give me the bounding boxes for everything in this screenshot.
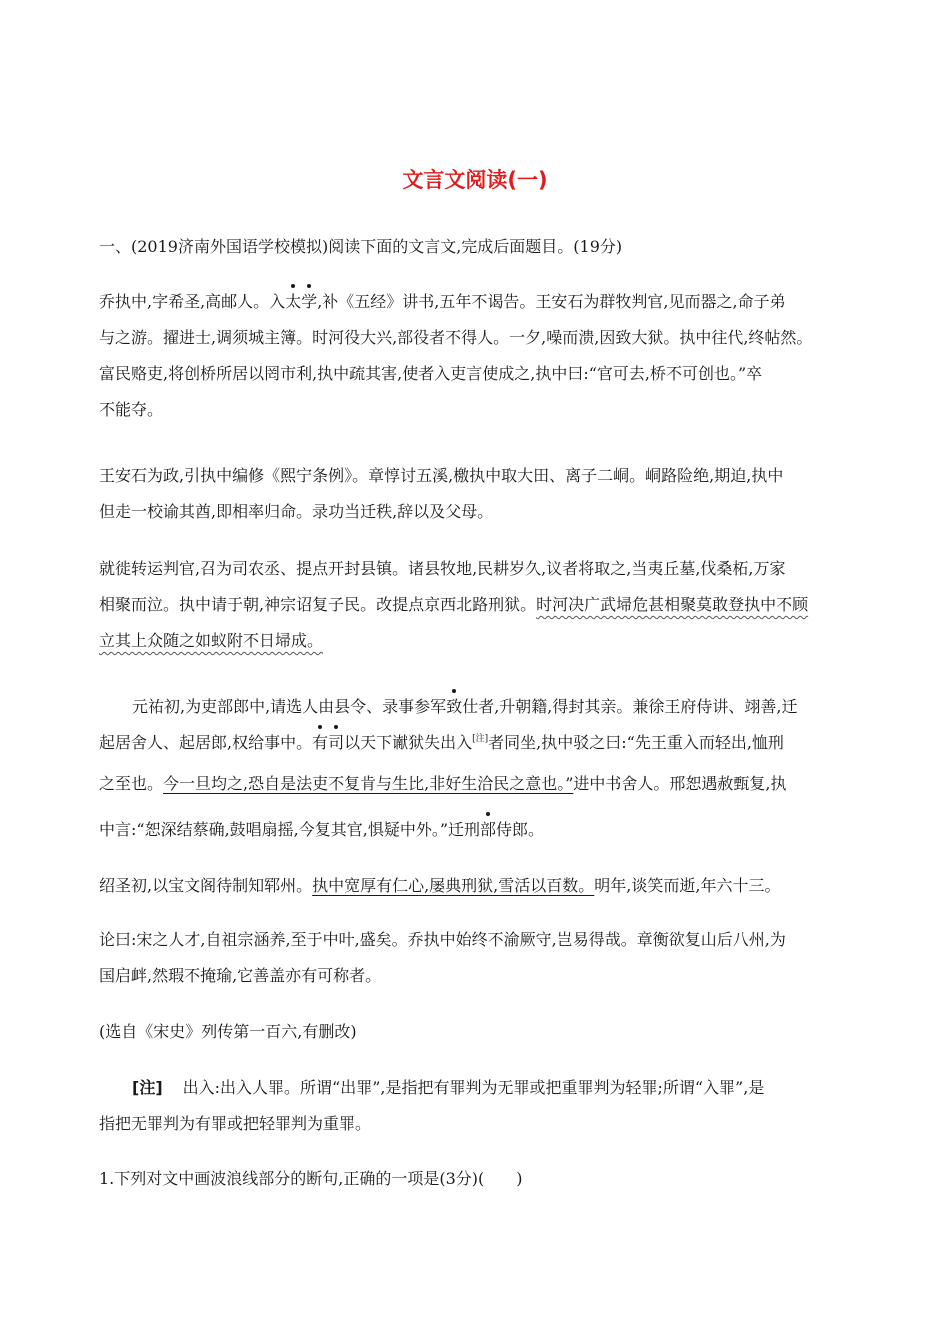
passage-line [99,817,544,840]
passage-line: 与之游。擢进士,调须城主簿。时河役大兴,部役者不得人。一夕,噪而溃,因致大狱。执中往代,终帖然。 [99,328,813,347]
text-span: ,补《五经》讲书,五年不谒告。王安石为群牧判官,见而器之,命子弟 [317,292,786,311]
text-span: 中言:“恕深结蔡确,鼓唱扇摇,今复其官,惧疑中外。”迁刑 [99,820,481,839]
text-span: 之至也。 [99,774,164,793]
wavy-underlined-text: 立其上众随之如蚁附不日埽成。 [99,631,324,650]
wavy-underlined-text: 时河决广武埽危甚相聚莫敢登执中不顾 [536,595,809,614]
text-span: 者同坐,执中驳之曰:“先王重入而轻出,恤刑 [488,733,784,752]
question-1: 1.下列对文中画波浪线部分的断句,正确的一项是(3分)( ) [99,1169,523,1188]
note-marker: [注] [472,734,489,744]
text-span: 元祐初,为吏部郎中,请选人由县令、录事参军 [132,697,447,716]
text-span: 明年,谈笑而逝,年六十三。 [594,876,781,895]
passage-line [99,730,784,753]
passage-line: 王安石为政,引执中编修《熙宁条例》。章惇讨五溪,檄执中取大田、离子二峒。峒路险绝,期迫,执中 [99,466,784,485]
note-line: 指把无罪判为有罪或把轻罪判为重罪。 [99,1114,372,1133]
underlined-text: 执中宽厚有仁心,屡典刑狱,雪活以百数。 [312,876,595,895]
text-span: 绍圣初,以宝文阁待制知郓州。 [99,876,313,895]
dotted-char: 有 [312,730,328,753]
text-span: 起居舍人、起居郎,权给事中。 [99,733,313,752]
dotted-char: 司 [328,730,344,753]
dotted-char: 部 [480,817,496,840]
note-heading: [注] [132,1078,163,1097]
text-span: 乔执中,字希圣,高邮人。入 [99,292,286,311]
passage-line [132,694,797,717]
passage-line: 就徙转运判官,召为司农丞、提点开封县镇。诸县牧地,民耕岁久,议者将取之,当夷丘墓,伐桑柘,万家 [99,559,786,578]
question-intro: 一、(2019济南外国语学校模拟)阅读下面的文言文,完成后面题目。(19分) [99,237,623,256]
text-span: 侍郎。 [496,820,545,839]
passage-line [99,771,786,794]
note-text: 出入:出入人罪。所谓“出罪”,是指把有罪判为无罪或把重罪判为轻罪;所谓“入罪”,是 [182,1078,765,1097]
passage-line [99,592,808,615]
passage-line: 不能夺。 [99,400,164,419]
dotted-char: 致 [446,694,462,717]
passage-line: 国启衅,然瑕不掩瑜,它善盖亦有可称者。 [99,966,382,985]
page-title: 文言文阅读(一) [402,168,548,192]
dotted-char: 学 [301,289,317,312]
text-span: 进中书舍人。邢恕遇赦甄复,执 [573,774,787,793]
passage-line [99,628,323,651]
text-span: 仕者,升朝籍,得封其亲。兼徐王府侍讲、翊善,迁 [462,697,798,716]
passage-line: 但走一校谕其酋,即相率归命。录功当迁秩,辞以及父母。 [99,502,494,521]
note-line [132,1075,764,1098]
dotted-char: 太 [285,289,301,312]
passage-line [99,873,780,896]
text-span: 以天下谳狱失出入 [344,733,473,752]
passage-line: 富民赂吏,将创桥所居以罔市利,执中疏其害,使者入吏言使成之,执中曰:“官可去,桥不可创也。”卒 [99,364,763,383]
text-span: 相聚而泣。执中请于朝,神宗诏复子民。改提点京西北路刑狱。 [99,595,537,614]
underlined-text: 今一旦均之,恐自是法吏不复肯与生比,非好生洽民之意也。” [163,774,574,793]
passage-line: 论曰:宋之人才,自祖宗涵养,至于中叶,盛矣。乔执中始终不渝厥守,岂易得哉。章衡欲复山后八州,为 [99,930,786,949]
source-citation: (选自《宋史》列传第一百六,有删改) [99,1022,357,1041]
passage-line [99,289,786,312]
